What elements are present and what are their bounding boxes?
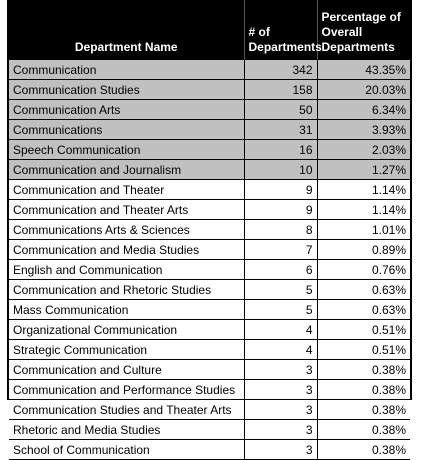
cell-department-name: Communication and Theater bbox=[9, 180, 244, 200]
header-percentage: Percentage of Overall Departments bbox=[317, 0, 410, 60]
cell-num-departments: 158 bbox=[244, 80, 317, 100]
cell-num-departments: 50 bbox=[244, 100, 317, 120]
cell-department-name: Communications Arts & Sciences bbox=[9, 220, 244, 240]
table-row bbox=[9, 60, 410, 80]
table-row bbox=[9, 360, 410, 380]
cell-percentage: 1.27% bbox=[317, 160, 410, 180]
cell-num-departments: 3 bbox=[244, 440, 317, 460]
cell-percentage: 0.38% bbox=[317, 440, 410, 460]
cell-department-name: Strategic Communication bbox=[9, 340, 244, 360]
cell-num-departments: 6 bbox=[244, 260, 317, 280]
cell-percentage: 0.76% bbox=[317, 260, 410, 280]
cell-department-name: Organizational Communication bbox=[9, 320, 244, 340]
cell-department-name: Communication and Theater Arts bbox=[9, 200, 244, 220]
table-row bbox=[9, 160, 410, 180]
cell-percentage: 0.38% bbox=[317, 380, 410, 400]
cell-department-name: Communications bbox=[9, 120, 244, 140]
cell-department-name: Communication and Culture bbox=[9, 360, 244, 380]
cell-num-departments: 342 bbox=[244, 60, 317, 80]
table-row bbox=[9, 440, 410, 460]
table-row bbox=[9, 80, 410, 100]
cell-percentage: 1.14% bbox=[317, 180, 410, 200]
cell-num-departments: 3 bbox=[244, 380, 317, 400]
table-row bbox=[9, 400, 410, 420]
cell-department-name: Speech Communication bbox=[9, 140, 244, 160]
cell-num-departments: 3 bbox=[244, 420, 317, 440]
cell-department-name: Communication and Journalism bbox=[9, 160, 244, 180]
table-row bbox=[9, 140, 410, 160]
cell-department-name: Mass Communication bbox=[9, 300, 244, 320]
cell-department-name: English and Communication bbox=[9, 260, 244, 280]
table-row bbox=[9, 120, 410, 140]
cell-num-departments: 10 bbox=[244, 160, 317, 180]
cell-percentage: 0.89% bbox=[317, 240, 410, 260]
cell-department-name: Communication and Media Studies bbox=[9, 240, 244, 260]
cell-percentage: 0.38% bbox=[317, 360, 410, 380]
table-row bbox=[9, 260, 410, 280]
header-num-departments: # of Departments bbox=[244, 0, 317, 60]
cell-percentage: 0.38% bbox=[317, 400, 410, 420]
table-row bbox=[9, 320, 410, 340]
header-department-name: Department Name bbox=[9, 0, 244, 60]
cell-percentage: 0.38% bbox=[317, 420, 410, 440]
cell-num-departments: 8 bbox=[244, 220, 317, 240]
cell-percentage: 20.03% bbox=[317, 80, 410, 100]
cell-num-departments: 9 bbox=[244, 180, 317, 200]
cell-department-name: Communication Studies bbox=[9, 80, 244, 100]
cell-num-departments: 31 bbox=[244, 120, 317, 140]
table-row bbox=[9, 280, 410, 300]
cell-percentage: 1.01% bbox=[317, 220, 410, 240]
cell-department-name: Communication Studies and Theater Arts bbox=[9, 400, 244, 420]
table-frame bbox=[7, 0, 412, 457]
cell-department-name: Communication and Rhetoric Studies bbox=[9, 280, 244, 300]
cell-percentage: 2.03% bbox=[317, 140, 410, 160]
cell-percentage: 6.34% bbox=[317, 100, 410, 120]
table-row bbox=[9, 420, 410, 440]
cell-percentage: 0.63% bbox=[317, 280, 410, 300]
cell-percentage: 1.14% bbox=[317, 200, 410, 220]
cell-percentage: 0.51% bbox=[317, 340, 410, 360]
cell-num-departments: 4 bbox=[244, 320, 317, 340]
cell-num-departments: 7 bbox=[244, 240, 317, 260]
cell-percentage: 43.35% bbox=[317, 60, 410, 80]
cell-num-departments: 16 bbox=[244, 140, 317, 160]
table-row bbox=[9, 340, 410, 360]
cell-num-departments: 5 bbox=[244, 280, 317, 300]
department-table bbox=[9, 0, 410, 460]
cell-num-departments: 4 bbox=[244, 340, 317, 360]
table-row bbox=[9, 200, 410, 220]
table-row bbox=[9, 380, 410, 400]
table-row bbox=[9, 180, 410, 200]
cell-percentage: 0.51% bbox=[317, 320, 410, 340]
cell-department-name: Communication Arts bbox=[9, 100, 244, 120]
cell-department-name: Rhetoric and Media Studies bbox=[9, 420, 244, 440]
cell-num-departments: 5 bbox=[244, 300, 317, 320]
cell-num-departments: 3 bbox=[244, 360, 317, 380]
cell-num-departments: 9 bbox=[244, 200, 317, 220]
table-row bbox=[9, 220, 410, 240]
table-body bbox=[9, 60, 410, 460]
cell-percentage: 0.63% bbox=[317, 300, 410, 320]
cell-num-departments: 3 bbox=[244, 400, 317, 420]
cell-department-name: School of Communication bbox=[9, 440, 244, 460]
table-row bbox=[9, 300, 410, 320]
cell-percentage: 3.93% bbox=[317, 120, 410, 140]
table-row bbox=[9, 240, 410, 260]
cell-department-name: Communication bbox=[9, 60, 244, 80]
cell-department-name: Communication and Performance Studies bbox=[9, 380, 244, 400]
header-row bbox=[9, 0, 410, 60]
table-row bbox=[9, 100, 410, 120]
